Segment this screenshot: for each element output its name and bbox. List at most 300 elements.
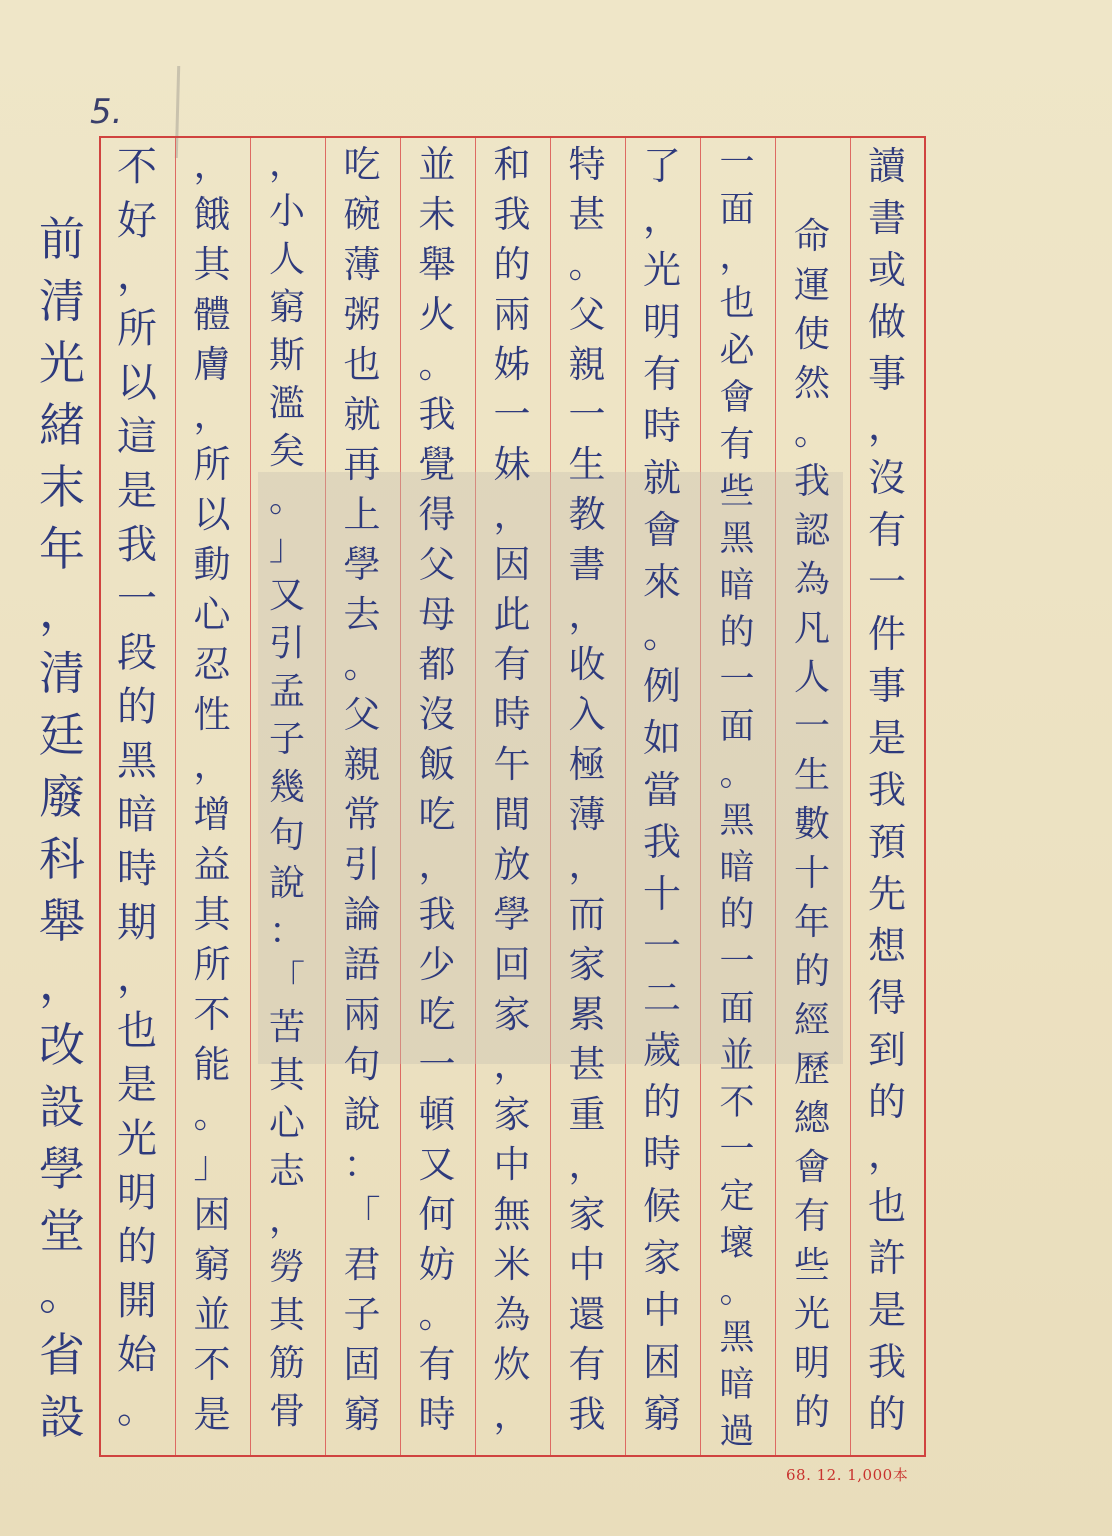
manuscript-char: 苦 <box>268 1007 305 1048</box>
manuscript-char: 特 <box>568 143 606 186</box>
manuscript-char: 困 <box>193 1193 231 1236</box>
manuscript-char: 暗 <box>719 848 755 888</box>
manuscript-char: 時 <box>493 693 531 736</box>
manuscript-char: ， <box>193 143 231 186</box>
manuscript-char: 也 <box>719 284 755 324</box>
manuscript-char: 省 <box>39 1328 85 1382</box>
manuscript-char: 生 <box>568 443 606 486</box>
manuscript-char: 會 <box>793 1147 830 1188</box>
manuscript-char: 論 <box>343 893 381 936</box>
manuscript-char: 說 <box>268 863 305 904</box>
manuscript-char: 重 <box>568 1093 606 1136</box>
manuscript-char: 累 <box>568 993 606 1036</box>
manuscript-char: 還 <box>568 1293 606 1336</box>
manuscript-char: 一 <box>493 393 531 436</box>
manuscript-char: 設 <box>39 1080 85 1134</box>
manuscript-char: ， <box>39 956 85 1010</box>
manuscript-char: 是 <box>867 716 906 760</box>
manuscript-char: 而 <box>568 893 606 936</box>
manuscript-char: 吃 <box>418 993 456 1036</box>
manuscript-char: 」 <box>268 527 305 568</box>
manuscript-char: 明 <box>793 1343 830 1384</box>
manuscript-char: 引 <box>343 843 381 886</box>
manuscript-char: 壞 <box>719 1224 755 1264</box>
page-number: 5. <box>90 92 123 132</box>
manuscript-char: 些 <box>793 1245 830 1286</box>
manuscript-char: 父 <box>418 543 456 586</box>
manuscript-char: 無 <box>493 1193 531 1236</box>
manuscript-char: 並 <box>418 143 456 186</box>
manuscript-char: 總 <box>793 1098 830 1139</box>
manuscript-char: 十 <box>642 872 681 916</box>
manuscript-char: 事 <box>867 352 906 396</box>
manuscript-char: 窮 <box>193 1243 231 1286</box>
manuscript-char: 一 <box>568 393 606 436</box>
manuscript-char: ， <box>867 404 906 448</box>
manuscript-char: 矣 <box>268 431 305 472</box>
manuscript-char: 飯 <box>418 743 456 786</box>
manuscript-char: 的 <box>117 1224 157 1270</box>
manuscript-char: 親 <box>343 743 381 786</box>
manuscript-char: 因 <box>493 543 531 586</box>
manuscript-char: 十 <box>793 853 830 894</box>
manuscript-char: 會 <box>642 508 681 552</box>
manuscript-char: 明 <box>117 1170 157 1216</box>
manuscript-char: 的 <box>867 1392 906 1436</box>
manuscript-char: 中 <box>642 1288 681 1332</box>
manuscript-char: 的 <box>719 895 755 935</box>
manuscript-char: 光 <box>39 336 85 390</box>
manuscript-char: 勞 <box>268 1247 305 1288</box>
manuscript-char: 以 <box>193 493 231 536</box>
manuscript-char: 科 <box>39 832 85 886</box>
manuscript-char: ： <box>343 1143 381 1186</box>
manuscript-char: 是 <box>193 1393 231 1436</box>
manuscript-char: ， <box>193 743 231 786</box>
manuscript-char: 當 <box>642 768 681 812</box>
manuscript-char: 回 <box>493 943 531 986</box>
manuscript-char: 去 <box>343 593 381 636</box>
manuscript-char: 志 <box>268 1151 305 1192</box>
manuscript-char: 歲 <box>642 1028 681 1072</box>
manuscript-char: 一 <box>117 576 157 622</box>
manuscript-char: 甚 <box>568 1043 606 1086</box>
manuscript-char: 的 <box>793 951 830 992</box>
manuscript-char: 黑 <box>719 1318 755 1358</box>
manuscript-char: ， <box>642 196 681 240</box>
manuscript-char: 末 <box>39 460 85 514</box>
manuscript-char: 光 <box>642 248 681 292</box>
manuscript-char: 有 <box>719 425 755 465</box>
manuscript-char: 一 <box>719 942 755 982</box>
manuscript-char: 以 <box>117 360 157 406</box>
manuscript-char: 書 <box>568 543 606 586</box>
manuscript-char: 暗 <box>719 566 755 606</box>
manuscript-char: 學 <box>343 543 381 586</box>
text-column-7 <box>399 140 475 1440</box>
manuscript-char: 甚 <box>568 193 606 236</box>
manuscript-char: 開 <box>117 1278 157 1324</box>
manuscript-char: 家 <box>642 1236 681 1280</box>
manuscript-char: 碗 <box>343 193 381 236</box>
manuscript-char: 會 <box>719 378 755 418</box>
manuscript-char: 吃 <box>418 793 456 836</box>
manuscript-char: ： <box>268 911 305 952</box>
manuscript-char: 增 <box>193 793 231 836</box>
manuscript-char: ， <box>568 843 606 886</box>
manuscript-char: 得 <box>418 493 456 536</box>
manuscript-char: ， <box>193 393 231 436</box>
manuscript-char: 一 <box>719 660 755 700</box>
manuscript-char: 。 <box>719 1271 755 1311</box>
manuscript-char: 何 <box>418 1193 456 1236</box>
manuscript-char: 想 <box>867 924 906 968</box>
manuscript-char: 我 <box>793 461 830 502</box>
manuscript-char: 一 <box>719 143 755 183</box>
manuscript-char: 我 <box>568 1393 606 1436</box>
manuscript-char: 體 <box>193 293 231 336</box>
manuscript-char: 經 <box>793 1000 830 1041</box>
manuscript-char: 上 <box>343 493 381 536</box>
manuscript-char: 家 <box>493 1093 531 1136</box>
manuscript-char: 。 <box>418 1293 456 1336</box>
manuscript-char: 舉 <box>39 894 85 948</box>
manuscript-char: 。 <box>268 479 305 520</box>
text-column-11 <box>99 140 175 1436</box>
manuscript-char: 和 <box>493 143 531 186</box>
manuscript-char: ， <box>268 1199 305 1240</box>
text-column-6 <box>474 140 550 1440</box>
manuscript-char: 粥 <box>343 293 381 336</box>
manuscript-char: 餓 <box>193 193 231 236</box>
manuscript-char: 君 <box>343 1243 381 1286</box>
manuscript-char: 的 <box>793 1392 830 1433</box>
manuscript-char: 。 <box>568 243 606 286</box>
manuscript-char: 期 <box>117 900 157 946</box>
manuscript-char: 膚 <box>193 343 231 386</box>
manuscript-char: 教 <box>568 493 606 536</box>
manuscript-char: 孟 <box>268 671 305 712</box>
text-column-8 <box>324 140 400 1440</box>
manuscript-char: 妹 <box>493 443 531 486</box>
manuscript-char: 語 <box>343 943 381 986</box>
manuscript-char: 的 <box>867 1080 906 1124</box>
manuscript-char: 年 <box>39 522 85 576</box>
text-column-12 <box>24 208 100 1448</box>
manuscript-char: 緒 <box>39 398 85 452</box>
manuscript-char: 來 <box>642 560 681 604</box>
manuscript-char: 如 <box>642 716 681 760</box>
manuscript-char: 少 <box>418 943 456 986</box>
manuscript-char: 父 <box>343 693 381 736</box>
manuscript-char: 數 <box>793 804 830 845</box>
manuscript-char: 我 <box>867 768 906 812</box>
manuscript-char: 學 <box>39 1142 85 1196</box>
manuscript-char: 句 <box>268 815 305 856</box>
manuscript-char: 認 <box>793 510 830 551</box>
manuscript-char: 幾 <box>268 767 305 808</box>
text-column-1 <box>849 140 925 1440</box>
manuscript-char: 也 <box>117 1008 157 1054</box>
manuscript-char: 固 <box>343 1343 381 1386</box>
manuscript-char: 妨 <box>418 1243 456 1286</box>
manuscript-char: 其 <box>268 1055 305 1096</box>
manuscript-char: 「 <box>268 959 305 1000</box>
manuscript-char: 有 <box>793 1196 830 1237</box>
manuscript-char: 明 <box>642 300 681 344</box>
manuscript-char: 常 <box>343 793 381 836</box>
manuscript-char: 我 <box>418 393 456 436</box>
manuscript-char: 黑 <box>117 738 157 784</box>
manuscript-char: 有 <box>568 1343 606 1386</box>
manuscript-char: 改 <box>39 1018 85 1072</box>
manuscript-char: 性 <box>193 693 231 736</box>
manuscript-char: 一 <box>642 924 681 968</box>
text-column-3 <box>699 140 775 1456</box>
manuscript-char: 運 <box>793 265 830 306</box>
manuscript-char: ， <box>719 237 755 277</box>
manuscript-char: 時 <box>642 404 681 448</box>
manuscript-char: 。 <box>39 1266 85 1320</box>
manuscript-char: 能 <box>193 1043 231 1086</box>
manuscript-char: 或 <box>867 248 906 292</box>
manuscript-char: 子 <box>268 719 305 760</box>
manuscript-char: 許 <box>867 1236 906 1280</box>
manuscript-char: 有 <box>493 643 531 686</box>
manuscript-char: 其 <box>193 893 231 936</box>
manuscript-char: 這 <box>117 414 157 460</box>
manuscript-char: 清 <box>39 646 85 700</box>
manuscript-char: 人 <box>793 657 830 698</box>
manuscript-char: ， <box>568 593 606 636</box>
manuscript-char: 候 <box>642 1184 681 1228</box>
manuscript-char: 此 <box>493 593 531 636</box>
manuscript-char: 暗 <box>719 1365 755 1405</box>
manuscript-char: 廷 <box>39 708 85 762</box>
manuscript-char: 時 <box>117 846 157 892</box>
manuscript-char: 年 <box>793 902 830 943</box>
manuscript-char: 。 <box>719 754 755 794</box>
text-column-10 <box>174 140 250 1440</box>
manuscript-char: 就 <box>343 393 381 436</box>
manuscript-char: 得 <box>867 976 906 1020</box>
manuscript-char: 放 <box>493 843 531 886</box>
manuscript-char: 面 <box>719 989 755 1029</box>
manuscript-char: 。 <box>642 612 681 656</box>
manuscript-char: 斯 <box>268 335 305 376</box>
manuscript-char: 過 <box>719 1412 755 1452</box>
manuscript-char: 做 <box>867 300 906 344</box>
manuscript-char: 兩 <box>343 993 381 1036</box>
manuscript-char: 午 <box>493 743 531 786</box>
manuscript-char: 段 <box>117 630 157 676</box>
manuscript-char: ， <box>117 252 157 298</box>
manuscript-char: 筋 <box>268 1343 305 1384</box>
manuscript-char: 。 <box>343 643 381 686</box>
manuscript-char: 覺 <box>418 443 456 486</box>
manuscript-char: 父 <box>568 293 606 336</box>
manuscript-char: 收 <box>568 643 606 686</box>
manuscript-char: 舉 <box>418 243 456 286</box>
manuscript-char: 的 <box>719 613 755 653</box>
manuscript-char: 就 <box>642 456 681 500</box>
manuscript-char: 清 <box>39 274 85 328</box>
manuscript-char: 也 <box>343 343 381 386</box>
manuscript-char: 中 <box>568 1243 606 1286</box>
manuscript-char: 句 <box>343 1043 381 1086</box>
manuscript-char: 我 <box>418 893 456 936</box>
manuscript-char: 薄 <box>568 793 606 836</box>
manuscript-char: ， <box>867 1132 906 1176</box>
manuscript-char: 沒 <box>867 456 906 500</box>
manuscript-char: 暗 <box>117 792 157 838</box>
manuscript-char: 必 <box>719 331 755 371</box>
manuscript-char: 忍 <box>193 643 231 686</box>
manuscript-char: 薄 <box>343 243 381 286</box>
manuscript-char: 」 <box>193 1143 231 1186</box>
manuscript-char: 所 <box>193 443 231 486</box>
manuscript-char: 預 <box>867 820 906 864</box>
manuscript-char: 設 <box>39 1390 85 1444</box>
manuscript-char: 都 <box>418 643 456 686</box>
manuscript-char: 家 <box>568 1193 606 1236</box>
manuscript-char: 時 <box>642 1132 681 1176</box>
manuscript-char: 不 <box>117 144 157 190</box>
manuscript-char: 事 <box>867 664 906 708</box>
manuscript-char: 困 <box>642 1340 681 1384</box>
manuscript-char: 再 <box>343 443 381 486</box>
manuscript-char: 親 <box>568 343 606 386</box>
manuscript-char: 例 <box>642 664 681 708</box>
manuscript-char: 不 <box>719 1083 755 1123</box>
manuscript-char: 然 <box>793 363 830 404</box>
text-column-2 <box>774 212 850 1437</box>
manuscript-char: 入 <box>568 693 606 736</box>
manuscript-char: 。 <box>418 343 456 386</box>
manuscript-char: 所 <box>117 306 157 352</box>
text-column-5 <box>549 140 625 1440</box>
manuscript-char: ， <box>493 1393 531 1436</box>
manuscript-char: 了 <box>642 144 681 188</box>
manuscript-char: 學 <box>493 893 531 936</box>
manuscript-char: 我 <box>867 1340 906 1384</box>
manuscript-char: 引 <box>268 623 305 664</box>
manuscript-char: 定 <box>719 1177 755 1217</box>
manuscript-char: 中 <box>493 1143 531 1186</box>
manuscript-char: ， <box>493 493 531 536</box>
manuscript-char: 家 <box>568 943 606 986</box>
manuscript-char: 有 <box>867 508 906 552</box>
manuscript-char: 到 <box>867 1028 906 1072</box>
manuscript-char: 件 <box>867 612 906 656</box>
manuscript-char: 又 <box>418 1143 456 1186</box>
manuscript-char: 前 <box>39 212 85 266</box>
manuscript-char: 極 <box>568 743 606 786</box>
manuscript-char: 堂 <box>39 1204 85 1258</box>
manuscript-char: 心 <box>268 1103 305 1144</box>
manuscript-char: 光 <box>793 1294 830 1335</box>
manuscript-char: 所 <box>193 943 231 986</box>
manuscript-char: 我 <box>493 193 531 236</box>
manuscript-char: 小 <box>268 191 305 232</box>
manuscript-char: 使 <box>793 314 830 355</box>
manuscript-char: 兩 <box>493 293 531 336</box>
manuscript-char: 是 <box>117 468 157 514</box>
manuscript-char: 好 <box>117 198 157 244</box>
manuscript-char: 其 <box>193 243 231 286</box>
manuscript-char: ， <box>493 1043 531 1086</box>
manuscript-char: 家 <box>493 993 531 1036</box>
manuscript-char: 米 <box>493 1243 531 1286</box>
manuscript-char: 我 <box>117 522 157 568</box>
manuscript-char: 心 <box>193 593 231 636</box>
manuscript-char: 一 <box>793 706 830 747</box>
manuscript-char: 。 <box>117 1386 157 1432</box>
manuscript-char: 二 <box>642 976 681 1020</box>
manuscript-char: 不 <box>193 1343 231 1386</box>
manuscript-char: 凡 <box>793 608 830 649</box>
manuscript-char: 有 <box>418 1343 456 1386</box>
manuscript-char: 歷 <box>793 1049 830 1090</box>
manuscript-char: 其 <box>268 1295 305 1336</box>
text-column-4 <box>624 140 700 1440</box>
manuscript-char: 子 <box>343 1293 381 1336</box>
manuscript-char: 並 <box>193 1293 231 1336</box>
manuscript-char: 頓 <box>418 1093 456 1136</box>
manuscript-char: 始 <box>117 1332 157 1378</box>
print-note: 68. 12. 1,000本 <box>786 1466 909 1484</box>
manuscript-char: 黑 <box>719 519 755 559</box>
manuscript-char: 母 <box>418 593 456 636</box>
manuscript-char: 吃 <box>343 143 381 186</box>
manuscript-char: 面 <box>719 190 755 230</box>
manuscript-char: 有 <box>642 352 681 396</box>
manuscript-char: 窮 <box>642 1392 681 1436</box>
manuscript-char: 是 <box>867 1288 906 1332</box>
manuscript-char: 濫 <box>268 383 305 424</box>
manuscript-char: 些 <box>719 472 755 512</box>
manuscript-char: 書 <box>867 196 906 240</box>
manuscript-char: 火 <box>418 293 456 336</box>
manuscript-char: 時 <box>418 1393 456 1436</box>
manuscript-char: 不 <box>193 993 231 1036</box>
manuscript-char: 廢 <box>39 770 85 824</box>
manuscript-char: ， <box>568 1143 606 1186</box>
manuscript-char: 間 <box>493 793 531 836</box>
manuscript-char: 為 <box>793 559 830 600</box>
manuscript-char: 為 <box>493 1293 531 1336</box>
manuscript-char: 的 <box>117 684 157 730</box>
manuscript-char: 一 <box>867 560 906 604</box>
manuscript-char: 骨 <box>268 1391 305 1432</box>
manuscript-char: 並 <box>719 1036 755 1076</box>
manuscript-char: 我 <box>642 820 681 864</box>
manuscript-char: 又 <box>268 575 305 616</box>
manuscript-char: 讀 <box>867 144 906 188</box>
manuscript-char: ， <box>117 954 157 1000</box>
manuscript-char: 窮 <box>343 1393 381 1436</box>
manuscript-char: 的 <box>493 243 531 286</box>
manuscript-char: ， <box>268 143 305 184</box>
text-column-9 <box>249 140 325 1436</box>
manuscript-char: 面 <box>719 707 755 747</box>
manuscript-char: 沒 <box>418 693 456 736</box>
manuscript-char: 先 <box>867 872 906 916</box>
manuscript-char: 生 <box>793 755 830 796</box>
manuscript-char: 命 <box>793 216 830 257</box>
manuscript-char: 動 <box>193 543 231 586</box>
manuscript-char: ， <box>39 584 85 638</box>
